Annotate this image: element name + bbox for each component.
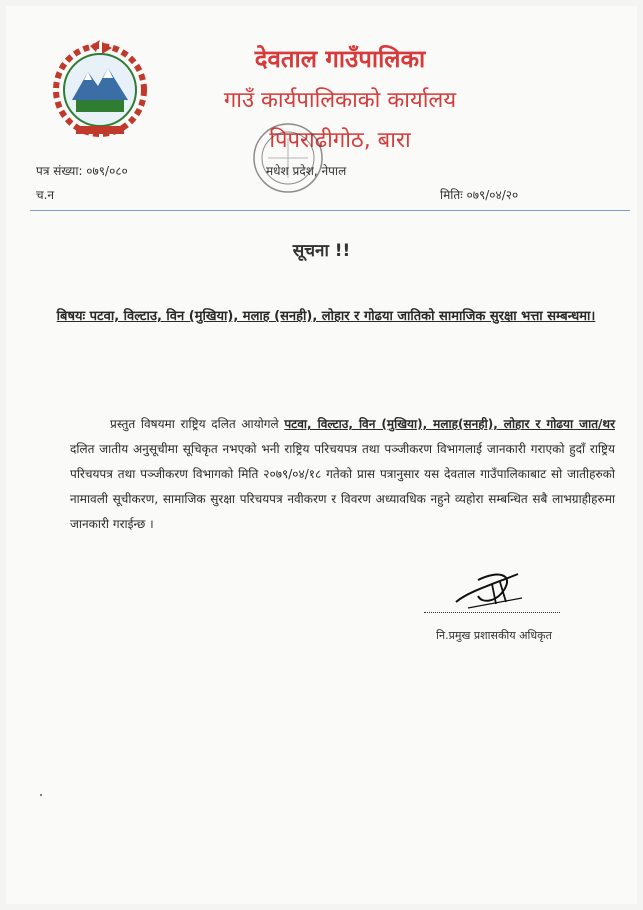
body-rest: दलित जातीय अनुसूचीमा सूचिकृत नभएको भनी राष्ट्रिय परिचयपत्र तथा पञ्जीकरण विभागलाई जानकारी गराएको हुदाँ राष्ट्रिय परिचयपत्र तथा पञ्जीकरण विभागको मिति २०७९/०४/१८ गतेको प्रास पत्रानुसार यस देवताल गाउँपालिकाबाट सो जातीहरुको नामावली सूचीकरण, सामाजिक सुरक्षा परिचयपत्र नवीकरण र विवरण अध्यावधिक नहुने व्यहोरा सम्बन्धित सबै लाभग्राहीहरुमा जानकारी गराईन्छ ।	[70, 442, 615, 531]
office-location: पिपराढीगोठ, बारा	[269, 128, 411, 153]
notice-title: सूचना !!	[292, 241, 351, 261]
nepal-emblem-icon	[50, 38, 150, 138]
body-caste-list: पटवा, विल्टाउ, विन (मुखिया), मलाह(सनही), लोहार र गोढया जात/थर	[284, 417, 615, 431]
signatory-title: नि.प्रमुख प्रशासकीय अधिकृत	[436, 629, 552, 642]
paper-speck	[40, 794, 42, 796]
notice-body	[70, 412, 615, 537]
office-name: देवताल गाउँपालिका	[254, 45, 426, 73]
signature-icon	[448, 562, 538, 617]
header-divider	[30, 210, 630, 211]
letter-number: पत्र संख्या: ०७९/०८०	[36, 164, 128, 178]
body-intro: प्रस्तुत विषयमा राष्ट्रिय दलित आयोगले	[110, 417, 285, 431]
letter-date: मितिः ०७९/०४/२०	[440, 188, 519, 202]
office-subtitle: गाउँ कार्यपालिकाको कार्यालय	[223, 88, 457, 113]
signature-line	[424, 612, 560, 613]
office-address: मधेश प्रदेश, नेपाल	[266, 164, 347, 178]
dispatch-number: च.न	[36, 188, 55, 202]
notice-subject: बिषयः पटवा, विल्टाउ, विन (मुखिया), मलाह (सनही), लोहार र गोढया जातिको सामाजिक सुरक्षा भत्ता सम्बन्धमा।	[56, 309, 596, 324]
